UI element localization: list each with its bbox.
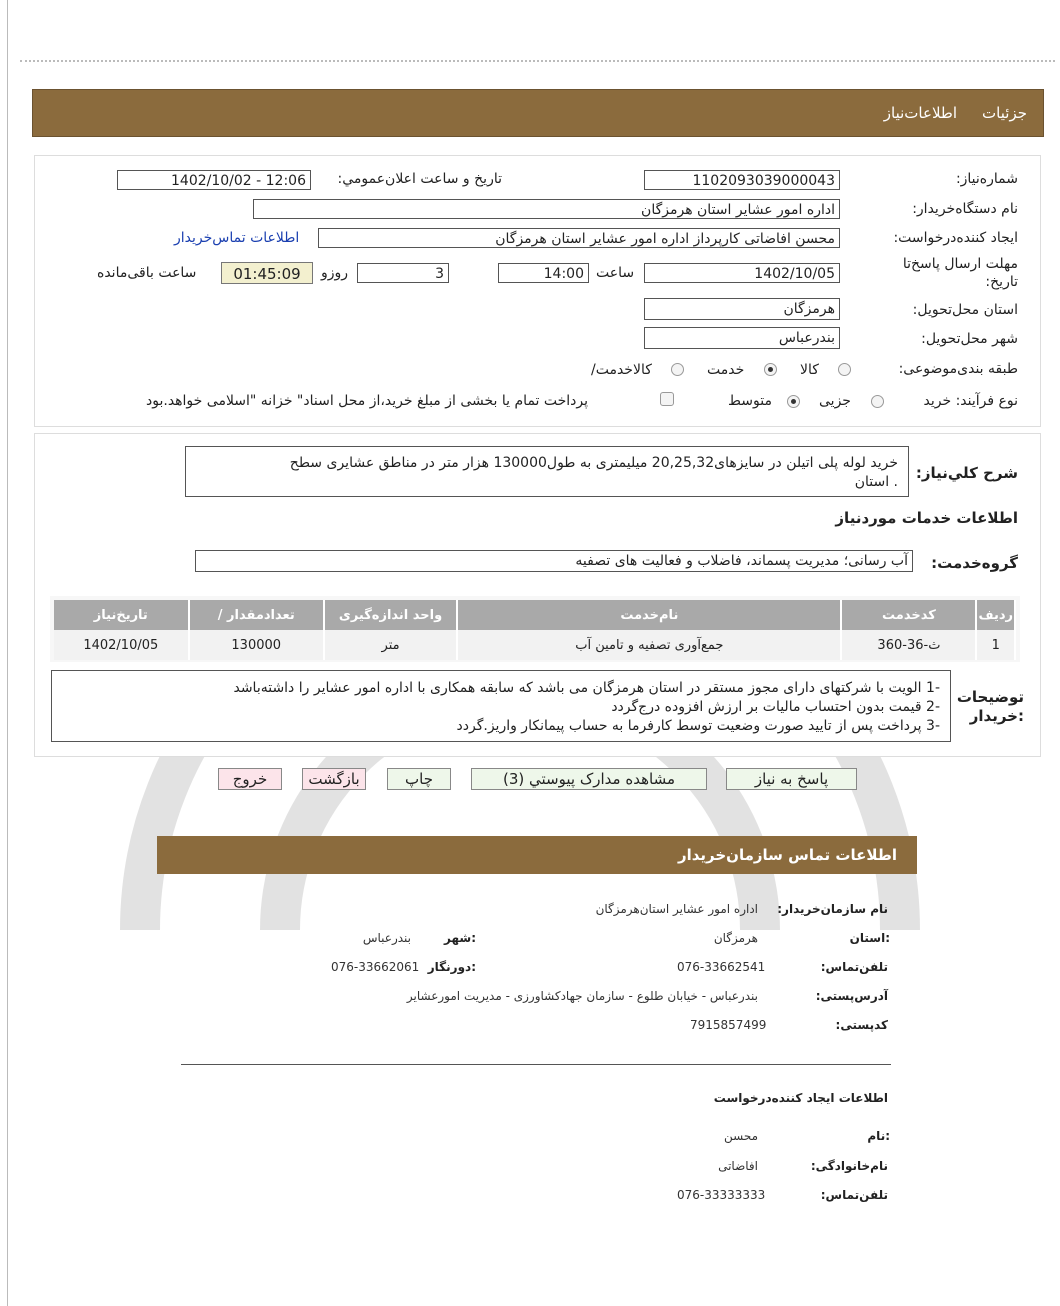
cell-qty: 130000 [189, 630, 324, 660]
creator-label: ایجاد کننده‌درخواست: [893, 230, 1018, 246]
description-line1: خرید لوله پلی اتیلن در سایزهای20,25,32 میلیمتری به طول130000 هزار متر در مناطق عشایری سطح [289, 455, 898, 471]
contact-postal-value: 7915857499 [690, 1018, 767, 1032]
category-service-label: خدمت [707, 362, 745, 378]
contact-org-value: اداره امور عشایر استان‌هرمزگان [595, 902, 758, 916]
col-code-header: کدخدمت [841, 600, 976, 630]
contact-fax-value: 076-33662061 [331, 960, 420, 974]
notes-line2: -2 قیمت بدون احتساب مالیات بر ارزش افزوده درج‌گردد [611, 699, 940, 715]
details-header-bar [32, 89, 1044, 137]
contact-divider [181, 1064, 891, 1065]
days-label: روزو [321, 265, 349, 281]
province-field: هرمزگان [644, 298, 840, 320]
category-label: طبقه بندی‌موضوعی: [898, 361, 1018, 377]
creator-family-value: افاضاتی [718, 1159, 758, 1173]
cell-date: 1402/10/05 [54, 630, 189, 660]
creator-info-title: اطلاعات ایجاد کننده‌درخواست [713, 1091, 888, 1105]
service-group-label: گروه‌خدمت: [931, 554, 1018, 572]
buyer-org-label: نام دستگاه‌خریدار: [912, 201, 1018, 217]
contact-province-value: هرمزگان [713, 931, 758, 945]
days-field: 3 [357, 263, 449, 283]
time-label: ساعت [596, 265, 635, 281]
creator-name-value: محسن [723, 1129, 758, 1143]
description-box [185, 446, 909, 497]
category-goods-service-radio[interactable] [671, 363, 684, 376]
contact-phone-value: 076-33662541 [677, 960, 766, 974]
contact-phone-label: تلفن‌تماس: [820, 960, 888, 974]
cell-row: 1 [976, 630, 1015, 660]
process-medium-label: متوسط [728, 393, 772, 409]
service-group-field: آب رسانی؛ مدیریت پسماند، فاضلاب و فعالیت های تصفیه [195, 550, 913, 572]
header-info-title: اطلاعات‌نیاز [883, 104, 957, 122]
category-goods-service-label: کالاخدمت/ [591, 362, 652, 378]
cell-unit: متر [324, 630, 457, 660]
remaining-label: ساعت باقی‌مانده [97, 265, 197, 281]
contact-address-label: آدرس‌پستی: [815, 989, 888, 1003]
treasury-payment-checkbox[interactable] [660, 392, 674, 406]
contact-address-value: بندرعباس - خیابان طلوع - سازمان جهادکشاورزی - مدیریت امورعشایر [406, 989, 758, 1003]
top-divider [20, 60, 1055, 62]
deadline-date-field: 1402/10/05 [644, 263, 840, 283]
reply-button[interactable]: پاسخ به نیاز [726, 768, 857, 790]
creator-phone-label: تلفن‌تماس: [820, 1188, 888, 1202]
contact-org-label: نام سازمان‌خریدار: [777, 902, 888, 916]
services-table-wrap [50, 596, 1020, 662]
need-number-label: شماره‌نیاز: [955, 171, 1018, 187]
process-medium-radio[interactable] [787, 395, 800, 408]
page-frame-line [7, 0, 8, 1306]
table-header-row [54, 600, 1015, 630]
table-row [54, 630, 1015, 660]
cell-code: ث-36-360 [841, 630, 976, 660]
deadline-label-line1: مهلت ارسال پاسخ‌تا [902, 256, 1018, 272]
announce-field: 1402/10/02 - 12:06 [117, 170, 311, 190]
notes-box [51, 670, 951, 742]
province-label: استان محل‌تحویل: [912, 302, 1018, 318]
category-service-radio[interactable] [764, 363, 777, 376]
buyer-org-field: اداره امور عشایر استان هرمزگان [253, 199, 840, 219]
contact-postal-label: کدپستی: [835, 1018, 888, 1032]
header-details-title: جزئیات [982, 104, 1027, 122]
city-field: بندرعباس [644, 327, 840, 349]
creator-family-label: نام‌خانوادگی: [810, 1159, 888, 1173]
col-name-header: نام‌خدمت [457, 600, 841, 630]
category-goods-label: کالا [800, 362, 819, 378]
need-info-panel [34, 155, 1041, 427]
category-goods-radio[interactable] [838, 363, 851, 376]
services-heading: اطلاعات خدمات موردنیاز [835, 509, 1018, 527]
contact-header-bar [157, 836, 917, 874]
creator-field: محسن افاضاتی کارپرداز اداره امور عشایر استان هرمزگان [318, 228, 840, 248]
contact-province-label: :استان [849, 931, 890, 945]
col-qty-header: تعداد‌مقدار / [189, 600, 324, 630]
col-unit-header: واحد اندازه‌گیری [324, 600, 457, 630]
notes-line1: -1 الویت با شرکتهای دارای مجوز مستقر در استان هرمزگان می باشد که سابقه همکاری با اداره امور عشایر را داشته‌باشد [233, 680, 940, 696]
description-line2: . استان [854, 474, 898, 490]
process-minor-label: جزیی [819, 393, 851, 409]
creator-phone-value: 076-33333333 [677, 1188, 766, 1202]
contact-city-label: :شهر [444, 931, 476, 945]
exit-button[interactable]: خروج [218, 768, 282, 790]
process-label: نوع فرآیند: خرید [923, 393, 1018, 409]
creator-name-label: :نام [867, 1129, 890, 1143]
col-date-header: تاریخ‌نیاز [54, 600, 189, 630]
deadline-label-line2: تاریخ: [985, 274, 1018, 290]
notes-line3: -3 پرداخت پس از تایید صورت وضعیت توسط کارفرما به حساب پیمانکار واریز.گردد [456, 718, 940, 734]
notes-label-line2: :خریدار [969, 707, 1024, 725]
deadline-time-field: 14:00 [498, 263, 589, 283]
notes-label-line1: توضیحات [956, 688, 1024, 706]
announce-label: تاریخ و ساعت اعلان‌عمومي: [337, 171, 502, 187]
remaining-time: 01:45:09 [221, 262, 313, 284]
print-button[interactable]: چاپ [387, 768, 451, 790]
contact-city-value: بندرعباس [362, 931, 411, 945]
buyer-contact-link[interactable]: اطلاعات تماس‌خریدار [174, 230, 300, 246]
col-row-header: ردیف [976, 600, 1015, 630]
treasury-payment-note: پرداخت تمام یا بخشی از مبلغ خرید،از محل اسناد" خزانه "اسلامی خواهد.بود [146, 393, 589, 409]
cell-name: جمع‌آوری تصفیه و تامین آب [457, 630, 841, 660]
back-button[interactable]: بازگشت [302, 768, 366, 790]
contact-title: اطلاعات تماس سازمان‌خریدار [677, 846, 897, 864]
services-table [54, 600, 1016, 660]
city-label: شهر محل‌تحویل: [921, 331, 1018, 347]
attachments-button[interactable]: مشاهده مدارک پیوستي (3) [471, 768, 707, 790]
contact-fax-label: :دورنگار [427, 960, 476, 974]
need-number-field: 1102093039000043 [644, 170, 840, 190]
process-minor-radio[interactable] [871, 395, 884, 408]
description-label: شرح کلي‌نیاز: [915, 464, 1018, 482]
